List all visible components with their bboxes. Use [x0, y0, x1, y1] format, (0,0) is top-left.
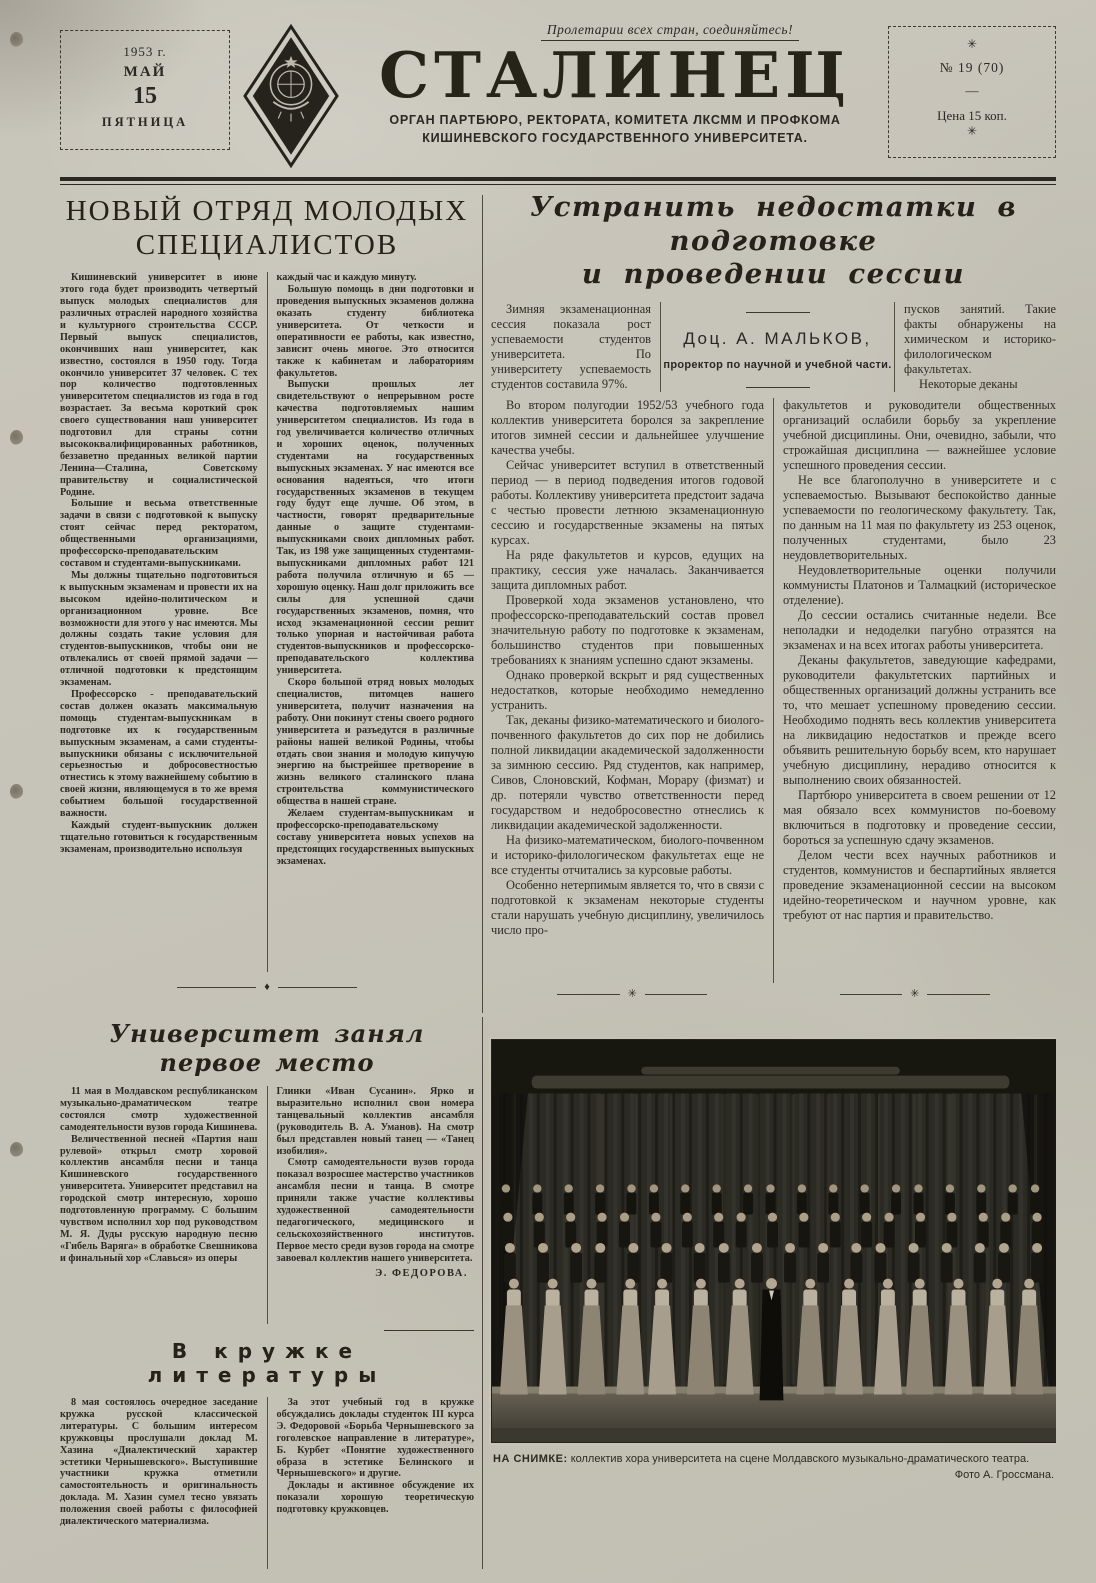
issue-box — [888, 26, 1056, 158]
paragraph: пусков занятий. Такие факты обнаружены на химическом и историко-филологическом факультетах. — [904, 301, 1056, 376]
divider-line — [557, 994, 619, 995]
article-columns — [491, 398, 1056, 983]
byline — [660, 302, 895, 392]
paragraph: Выпуски прошлых лет свидетельствуют о непрерывном росте качества подготовляемых нашим университетом специалистов. Из года в год увеличивается количество отличных и хороших оценок, полученных студентами на государственных выпускных экзаменах. У нас имеются все основания надеяться, что итоги государственных экзаменов в текущем году будут еще лучше. Об этом, в частности, говорят предварительные данные о защите студентами-выпускниками своих дипломных работ. Так, из 198 уже защищенных студентами-выпускниками дипломных работ 121 работа получила отличную и 65 — хорошую оценку. Наш долг приложить все силы для успешной сдачи государственных экзаменов, помня, что исход экзаменационной сессии решит только упорная и настойчивая работа студентов-выпускников и профессорско-преподавательского коллектива университета. — [276, 379, 474, 677]
diamond-ornament: ♦ — [264, 981, 270, 994]
issue-number: № 19 (70) — [939, 60, 1005, 75]
date-day: 15 — [133, 83, 157, 109]
photo-credit: Фото А. Гроссмана. — [954, 1468, 1054, 1481]
paragraph: Большие и весьма ответственные задачи в связи с подготовкой к выпуску стоят сейчас перед ректоратом, общественными организациями, профессорско-преподавательским составом и студентами-выпускниками. — [60, 498, 258, 569]
byline-author: Доц. А. МАЛЬКОВ, — [683, 328, 872, 348]
column-text — [277, 1086, 475, 1265]
top-row — [60, 191, 1056, 1013]
right-top-column — [904, 302, 1056, 392]
paragraph: Зимняя экзаменационная сессия показала рост успеваемости студентов университета. По университету успеваемость студентов составила 97%. — [491, 301, 651, 391]
punch-hole — [10, 430, 23, 445]
star-divider — [840, 989, 990, 1000]
caption-label: НА СНИМКЕ: — [493, 1453, 568, 1465]
caption-body: коллектив хора университета на сцене Молдавского музыкально-драматического театра. — [570, 1453, 1030, 1465]
article-columns — [60, 272, 474, 972]
title-block — [352, 20, 878, 172]
article-column-2 — [267, 1397, 475, 1569]
paragraph: Мы должны тщательно подготовиться к выпускным экзаменам и провести их на высоком идейно-политическом и организационном уровне. Все возможности для этого у нас имеются. Мы должны создать такие условия для студентов-выпускников, чтобы они не отвлекались от своей прямой задачи — отличной подготовки к предстоящим экзаменам. — [60, 569, 258, 689]
paragraph: Скоро большой отряд новых молодых специалистов, питомцев нашего университета, получит назначения на работу. Они покинут стены своего родного университета и разъедутся в различные районы нашей великой Родины, чтобы отдать свои знания и молодую кипучую энергию на быстрейшее претворение в жизнь великого сталинского плана строительства коммунистического общества в нашей стране. — [276, 677, 474, 808]
paragraph: Так, деканы физико-математического и биолого-почвенного факультетов до сих пор не добились полной ликвидации академической задолженности за зимнюю сессию. Ряд студентов, как например, Сивов, Слоновский, Кофман, Морару (физмат) и др. потеряли чувство ответственности перед государством и недобросовестно отнеслись к ликвидации академической задолженности. — [491, 712, 764, 832]
column-rule — [482, 1017, 483, 1569]
punch-hole — [10, 784, 23, 799]
byline-rule — [746, 387, 810, 388]
article-column-1 — [60, 1086, 267, 1324]
article-session — [491, 191, 1056, 1013]
choir-photo — [491, 1039, 1056, 1484]
star-ornament: ✳ — [910, 987, 920, 1000]
organ-line-2: КИШИНЕВСКОГО ГОСУДАРСТВЕННОГО УНИВЕРСИТЕТА. — [422, 131, 808, 146]
article-lead-band — [491, 302, 1056, 392]
date-weekday: ПЯТНИЦА — [101, 115, 189, 129]
paragraph: Особенно нетерпимым является то, что в связи с подготовкой к экзаменам некоторые студенты стали нарушать учебную дисциплину, увеличилось число про- — [491, 877, 764, 937]
section-rule — [384, 1330, 474, 1331]
paragraph: Не все благополучно в университете и с успеваемостью. Вызывают беспокойство данные успеваемости по геологическому факультету. Так, по данным на 11 мая по факультету из 253 оценок, полученных студентами, было 23 неудовлетворительных. — [783, 472, 1056, 562]
date-month: МАЙ — [123, 64, 167, 80]
column-rule — [482, 195, 483, 1013]
paragraph: Профессорско - преподавательский состав должен оказать максимальную помощь студентам-выпускникам в подготовке их к государственным выпускным экзаменам, а сами студенты-выпускники обязаны с исключительной серьезностью и добросовестностью отнестись к этому важнейшему событию в своей жизни, являющемуся в то же время событием большой государственной важности. — [60, 688, 258, 820]
paragraph: каждый час и каждую минуту. — [276, 272, 417, 284]
author-signature: Э. ФЕДОРОВА. — [375, 1267, 468, 1279]
paragraph: Желаем студентам-выпускникам и профессорско-преподавательскому составу университета новых успехов на предстоящих государственных выпускных экзаменах. — [276, 808, 474, 867]
byline-rule — [746, 312, 810, 313]
paragraph: 8 мая состоялось очередное заседание кружка русской классической литературы. С большим интересом кружковцы прослушали доклад М. Хазина «Диалектический характер эстетики Чернышевского». Выступившие участники кружка отметили самостоятельность и оригинальность доклада. М. Хазин сумел тесно увязать положения своей работы с философией диалектического материализма. — [60, 1397, 258, 1528]
star-divider — [557, 989, 707, 1000]
star-ornament: ✳ — [627, 987, 637, 1000]
paragraph: Однако проверкой вскрыт и ряд существенных недостатков, которые необходимо немедленно устранить. — [491, 667, 764, 712]
caption-text — [493, 1452, 1054, 1468]
photo-caption — [491, 1452, 1056, 1484]
paragraph: Величественной песней «Партия наш рулевой» открыл смотр хоровой коллектив ансамбля песни и танца Кишиневского государственного университета. Университет представил на городской смотр интересную, хорошо подготовленную программу. С большим чувством исполнил хор под руководством М. Я. Дуды русскую народную песню «Гибель Варяга» в обработке Свешникова и финальный хор «Славься» из оперы — [60, 1133, 258, 1264]
paragraph: Делом чести всех научных работников и студентов, коммунистов и беспартийных является проведение экзаменационной сессии на высоком идейно-теоретическом и научном уровне, как требуют от нас партия и правительство. — [783, 847, 1056, 922]
divider-line — [927, 994, 989, 995]
headline-line-2: и проведении сессии — [581, 258, 966, 291]
divider-line — [840, 994, 902, 995]
article-headline: Университет занял первое место — [109, 1019, 425, 1077]
paragraph: Глинки «Иван Сусанин». Ярко и выразительно исполнил свои номера танцевальный коллектив ансамбля (руководитель В. А. Уманов). На смотр был представлен новый танец — «Танец изобилия». — [276, 1086, 474, 1157]
organ-line-1: ОРГАН ПАРТБЮРО, РЕКТОРАТА, КОМИТЕТА ЛКСММ И ПРОФКОМА — [389, 113, 841, 128]
paragraph: На физико-математическом, биолого-почвенном и историко-филологическом факультетах еще не все студенты отчитались за курсовые работы. — [491, 832, 764, 877]
paragraph: Каждый студент-выпускник должен тщательно готовиться к государственным экзаменам, производительно используя — [60, 819, 258, 855]
article-headline: НОВЫЙ ОТРЯД МОЛОДЫХ СПЕЦИАЛИСТОВ — [65, 195, 469, 261]
university-emblem-icon — [240, 20, 342, 172]
photo-image — [491, 1039, 1056, 1443]
ornament-star: ✳ — [966, 37, 978, 51]
punch-hole — [10, 32, 23, 47]
issue-price: Цена 15 коп. — [937, 108, 1007, 123]
lead-column — [491, 302, 651, 392]
article-headline: В кружке литературы — [147, 1339, 387, 1387]
article-column-1 — [491, 398, 773, 983]
article-headline — [491, 191, 1056, 292]
paragraph: Партбюро университета в своем решении от 12 мая обязало всех коммунистов по-боевому включиться в подготовку и проведение сессии, бороться за успешную сдачу экзаменов. — [783, 787, 1056, 847]
paragraph: До сессии остались считанные недели. Все неполадки и недоделки пагубно отразятся на экзаменах и на всех итогах работы университета. — [783, 607, 1056, 652]
paragraph: 11 мая в Молдавском республиканском музыкально-драматическом театре состоялся смотр художественной самодеятельности вузов города Кишинева. — [60, 1086, 258, 1133]
divider-line — [278, 987, 357, 988]
headline-line-1: Устранить недостатки в подготовке — [529, 191, 1018, 257]
article-literature-circle — [60, 1339, 474, 1569]
paragraph: Сейчас университет вступил в ответственный период — в период подведения итогов годовой работы. Коллективу университета предстоит задача с честью провести летнюю экзаменационную сессию и государственные экзамены на пятых курсах. — [491, 457, 764, 547]
paragraph: Доклады и активное обсуждение их показали хорошую теоретическую подготовку кружковцев. — [276, 1480, 474, 1516]
divider-line — [645, 994, 707, 995]
paragraph: На ряде факультетов и курсов, едущих на практику, сессия уже началась. Заканчивается защита дипломных работ. — [491, 547, 764, 592]
paragraph: Кишиневский университет в июне этого года будет производить четвертый выпуск молодых специалистов для различных отраслей народного хозяйства и культурного строительства СССР. Первый выпуск специалистов, окончивших наш университет, как известно, состоялся в 1950 году. Тогда окончило университет 37 человек. С тех пор количество подготовленных университетом специалистов из года в год возрастает. За весьма короткий срок своего существования наш университет подготовил для страны сотни высококвалифицированных работников, беззаветно преданных великой партии Ленина—Сталина, Советскому правительству и социалистической Родине. — [60, 272, 258, 498]
paragraph: факультетов и руководители общественных организаций ослабили борьбу за укрепление учебной дисциплины. Они, очевидно, забыли, что строжайшая дисциплина — важнейшее условие успешного проведения сессии. — [783, 397, 1056, 472]
article-column-2 — [267, 272, 475, 972]
paragraph: Проверкой хода экзаменов установлено, что профессорско-преподавательский состав провел значительную работу по подготовке к экзаменам, большинство студентов при повышенных требованиях к знаниям успешно сдают экзамены. — [491, 592, 764, 667]
article-column-2 — [267, 1086, 475, 1324]
diamond-divider — [177, 982, 357, 993]
slogan: Пролетарии всех стран, соединяйтесь! — [541, 22, 799, 41]
article-column-1 — [60, 1397, 267, 1569]
paragraph: Некоторые деканы — [919, 376, 1018, 391]
masthead-rule — [60, 177, 1056, 185]
divider-line — [177, 987, 256, 988]
ornament-dash: — — [965, 83, 979, 98]
bottom-left-block — [60, 1013, 474, 1569]
paragraph: Большую помощь в дни подготовки и проведения выпускных экзаменов должна оказать студенту библиотека университета. От четкости и оперативности ее работы, как известно, зависит очень многое. Это относится также к кабинетам и лабораториям факультетов. — [276, 284, 474, 379]
ornament-star: ✳ — [966, 124, 978, 138]
punch-hole — [10, 1142, 23, 1157]
date-year: 1953 г. — [123, 44, 167, 59]
bottom-row — [60, 1013, 1056, 1569]
paragraph: Деканы факультетов, заведующие кафедрами, руководители факультетских партийных и общественных организаций должны устранить все то, что мешает успешному проведению сессии. Необходимо поднять весь коллектив университета на ликвидацию недостатков и прежде всего объявить решительную борьбу всем, кто нарушает учебную дисциплину, нерадиво относится к выполнению своих обязанностей. — [783, 652, 1056, 787]
end-dividers — [491, 989, 1056, 1000]
article-column-1 — [60, 272, 267, 972]
paragraph: Во втором полугодии 1952/53 учебного года коллектив университета боролся за закрепление итогов зимней сессии и дальнейшее улучшение качества учебы. — [491, 397, 764, 457]
article-columns — [60, 1086, 474, 1324]
article-columns — [60, 1397, 474, 1569]
photo-block — [491, 1039, 1056, 1569]
article-column-2 — [773, 398, 1056, 983]
paragraph: Неудовлетворительные оценки получили коммунисты Платонов и Талмацкий (историческое отделение). — [783, 562, 1056, 607]
paper-title: СТАЛИНЕЦ — [379, 38, 851, 112]
masthead — [60, 20, 1056, 172]
date-box — [60, 30, 230, 150]
article-new-specialists — [60, 191, 474, 1013]
paragraph: Смотр самодеятельности вузов города показал возросшее мастерство участников ансамбля песни и танца. В смотре приняли также участие коллективы художественной самодеятельности педагогического, медицинского и сельскохозяйственного институтов. Первое место среди вузов города на смотре завоевал коллектив нашего университета. — [276, 1157, 474, 1264]
article-first-place — [60, 1019, 474, 1324]
paragraph: За этот учебный год в кружке обсуждались доклады студенток III курса Э. Федоровой «Борьба Чернышевского за гоголевское направление в литературе», Б. Курбет «Понятие художественного образа в эстетике Белинского и Чернышевского» и другие. — [276, 1397, 474, 1480]
byline-role: проректор по научной и учебной части. — [663, 358, 892, 371]
